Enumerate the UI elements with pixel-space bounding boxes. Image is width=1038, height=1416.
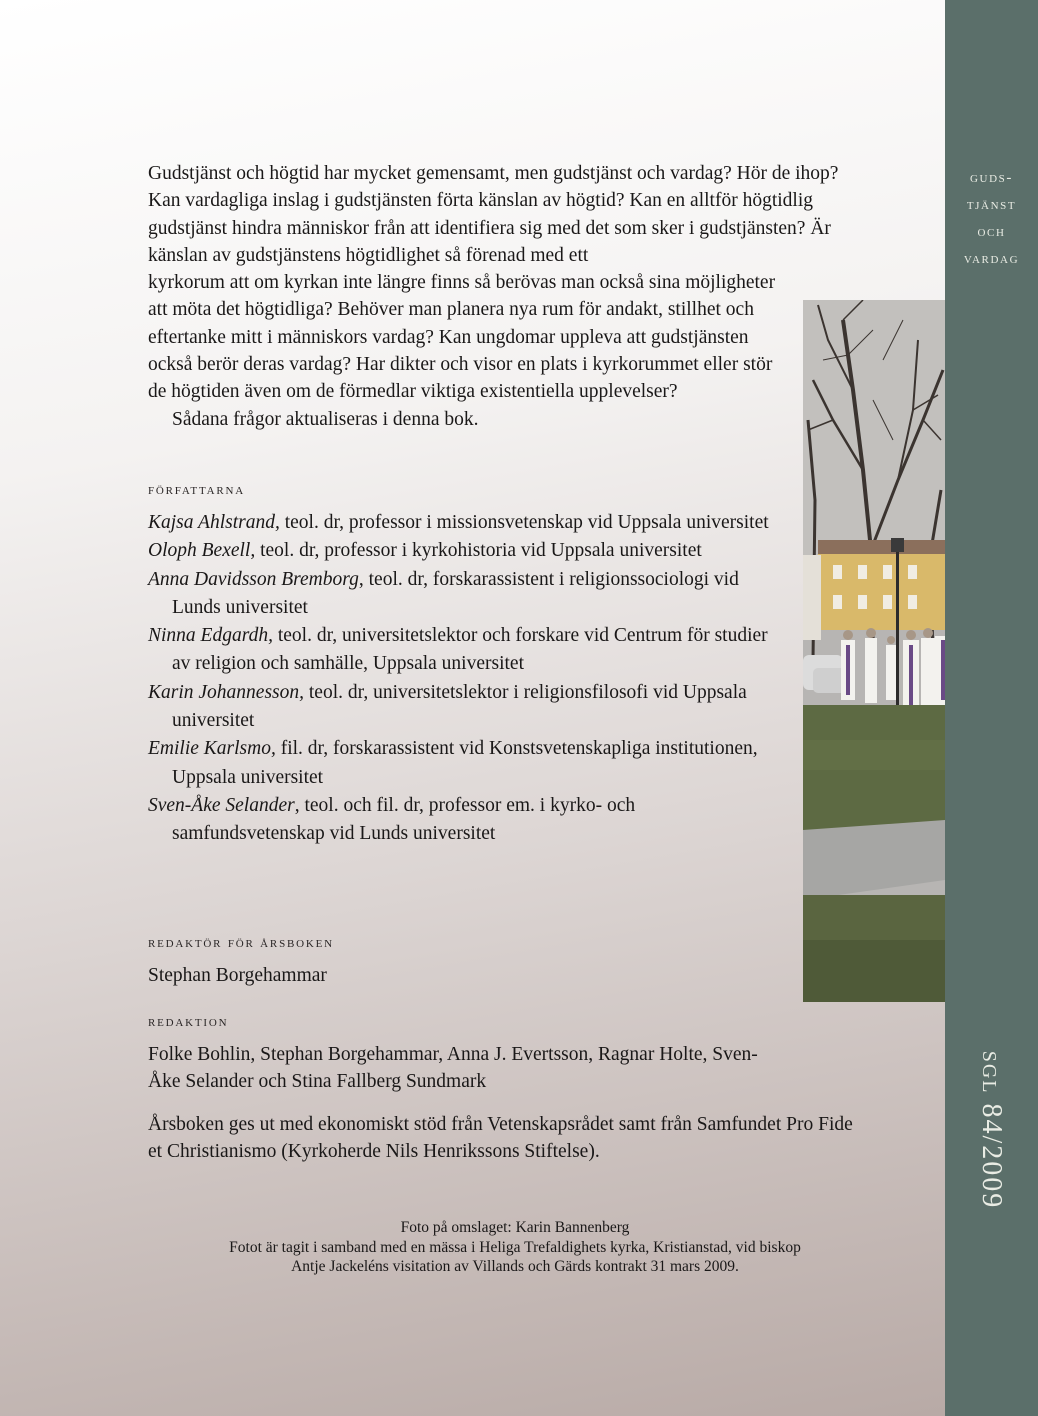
intro-paragraph-1-wide: Gudstjänst och högtid har mycket gemensamt, men gudstjänst och vardag? Hör de ihop? Kan vardagliga inslag i gudstjänsten förta känslan av högtid? Kan en alltför högtidlig gudstjänst hindra människor från att identifiera sig med det som sker i gudstjänsten? Är känslan av gudstjänstens högtidlighet så förenad med ett — [148, 163, 839, 266]
editor-name: Stephan Borgehammar — [148, 965, 327, 986]
author-name: Sven-Åke Selander — [148, 794, 295, 816]
board-heading: redaktion — [148, 1014, 229, 1030]
author-entry — [148, 566, 788, 623]
funding-note: Årsboken ges ut med ekonomiskt stöd från Vetenskapsrådet samt från Samfundet Pro Fide et Christianismo (Kyrkoherde Nils Henrikssons Stiftelse). — [148, 1114, 853, 1163]
author-name: Kajsa Ahlstrand, — [148, 512, 280, 533]
editor-heading: redaktör för årsboken — [148, 935, 334, 951]
author-name: Oloph Bexell, — [148, 540, 256, 562]
spine-title — [945, 165, 1038, 273]
author-entry — [148, 509, 788, 537]
author-entry — [148, 679, 788, 736]
author-description: , teol. dr, forskarassistent i religionssociologi vid Lunds universitet — [172, 568, 739, 618]
spine-title-line: guds- — [970, 170, 1013, 186]
intro-text — [148, 160, 860, 433]
credit-line: Antje Jackeléns visitation av Villands och Gärds kontrakt 31 mars 2009. — [291, 1258, 739, 1275]
author-description: teol. dr, professor i missionsvetenskap vid Uppsala universitet — [279, 512, 769, 533]
author-description: fil. dr, forskarassistent vid Konstsvetenskapliga institutionen, Uppsala universitet — [172, 738, 758, 788]
author-name: Ninna Edgardh, — [148, 625, 273, 647]
author-entry — [148, 537, 788, 565]
intro-paragraph-2: Sådana frågor aktualiseras i denna bok. — [172, 408, 479, 430]
photo-credits — [100, 1218, 930, 1277]
board-members: Folke Bohlin, Stephan Borgehammar, Anna J. Evertsson, Ragnar Holte, Sven-Åke Selander och Stina Fallberg Sundmark — [148, 1044, 758, 1093]
author-entry — [148, 735, 788, 792]
author-entry — [148, 622, 788, 679]
spine-title-line: tjänst — [966, 197, 1017, 213]
spine-title-line: och — [977, 224, 1006, 240]
spine-title-line: vardag — [963, 251, 1020, 267]
spine-series-code: sgl 84/2009 — [976, 1050, 1007, 1210]
author-entry — [148, 792, 788, 849]
authors-heading: författarna — [148, 482, 245, 498]
credit-line: Fotot är tagit i samband med en mässa i Heliga Trefaldighets kyrka, Kristianstad, vid biskop — [229, 1238, 801, 1256]
author-description: teol. dr, universitetslektor och forskare vid Centrum för studier av religion och samhälle, Uppsala universitet — [172, 625, 768, 675]
author-name: Karin Johannesson, — [148, 681, 304, 703]
credit-line: Foto på omslaget: Karin Bannenberg — [400, 1219, 630, 1236]
author-description: teol. dr, professor i kyrkohistoria vid Uppsala universitet — [255, 540, 702, 562]
author-name: Emilie Karlsmo, — [148, 738, 276, 760]
author-description: teol. dr, universitetslektor i religionsfilosofi vid Uppsala universitet — [172, 681, 747, 732]
author-description: , teol. och fil. dr, professor em. i kyrko- och samfundsvetenskap vid Lunds universitet — [172, 794, 636, 845]
authors-list — [148, 509, 788, 849]
author-name: Anna Davidsson Bremborg — [148, 568, 359, 590]
intro-paragraph-1-narrow: kyrkorum att om kyrkan inte längre finns så berövas man också sina möjligheter att möta det högtidliga? Behöver man planera nya rum för andakt, stillhet och eftertanke mitt i människors vardag? Kan ungdomar uppleva att gudstjänsten också berör deras vardag? Har dikter och visor en plats i kyrkorummet eller stör de högtiden även om de förmedlar viktiga existentiella upplevelser? — [148, 272, 776, 403]
